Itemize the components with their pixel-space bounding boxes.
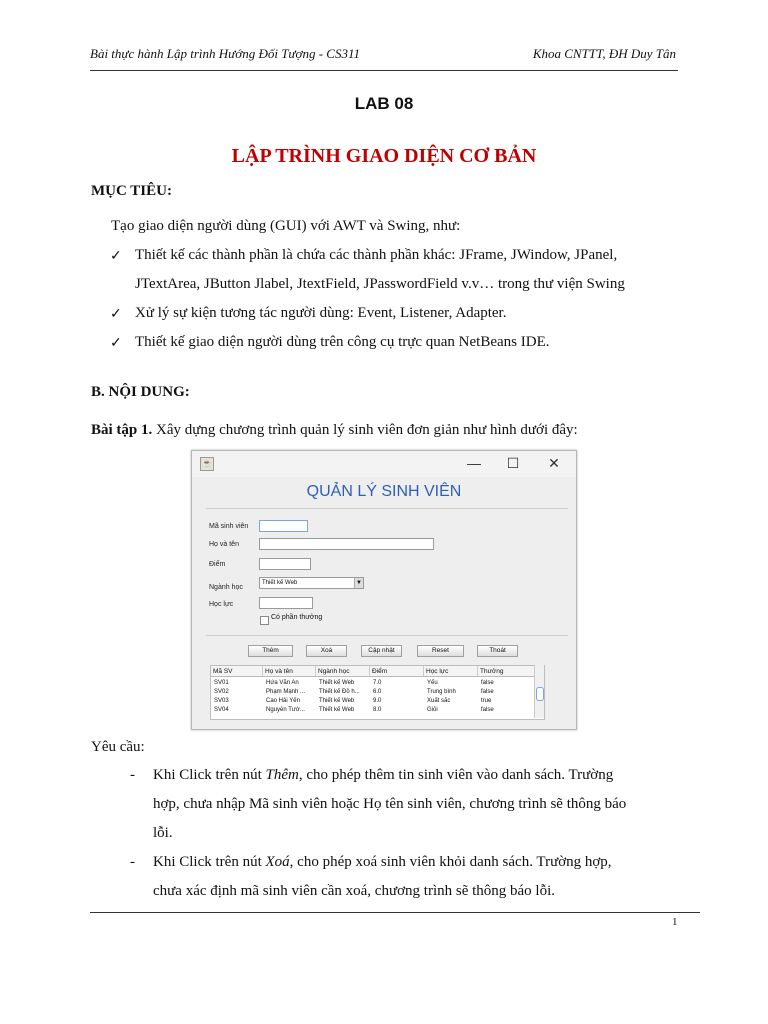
score-input[interactable] [259,558,311,570]
requirement-2-line-2: chưa xác định mã sinh viên cần xoá, chương trình sẽ thông báo lỗi. [153,883,556,899]
requirement-1-line-2: hợp, chưa nhập Mã sinh viên hoặc Họ tên sinh viên, chương trình sẽ thông báo [153,796,627,812]
cell: false [481,689,494,695]
cell: Thiết kế Web [319,707,355,713]
cell: SV04 [214,707,229,713]
requirement-2-line-1 [153,854,612,871]
requirement-1-line-3: lỗi. [153,825,173,841]
cell: Trung bình [427,689,456,695]
app-titlebar [192,451,576,477]
cell: Nguyễn Tườ... [266,707,305,713]
lab-number: LAB 08 [354,94,414,113]
award-checkbox[interactable] [260,616,269,625]
cell: 6.0 [373,689,382,695]
req-2-pre: Khi Click trên nút [153,854,266,870]
cell: Thiết kế Đồ h... [319,689,360,695]
req-2-post: , cho phép xoá sinh viên khỏi danh sách. Trường hợp, [289,854,612,870]
cell: false [481,680,494,686]
major-select[interactable] [259,577,364,589]
req-1-pre: Khi Click trên nút [153,767,266,783]
label-rank: Học lực [209,601,234,608]
cell: Hứa Văn An [266,680,299,686]
add-button[interactable]: Thêm [248,645,293,657]
col-header-rank[interactable]: Học lực [424,666,478,677]
objective-item-1: Thiết kế các thành phần là chứa các thành phần khác: JFrame, JWindow, JPanel, [135,247,618,263]
col-header-id[interactable]: Mã SV [211,666,263,677]
separator [206,508,568,509]
student-id-input[interactable] [259,520,308,532]
label-major: Ngành học [209,584,243,591]
label-score: Điểm [209,561,226,568]
cell: 9.0 [373,698,382,704]
cell: false [481,707,494,713]
header-left: Bài thực hành Lập trình Hướng Đối Tượng - CS311 [90,46,360,61]
objective-item-3: Thiết kế giao diện người dùng trên công cụ trực quan NetBeans IDE. [135,334,550,350]
label-full-name: Họ và tên [209,541,239,548]
rank-input[interactable] [259,597,313,609]
exercise-text: Xây dựng chương trình quản lý sinh viên đơn giản như hình dưới đây: [156,422,578,438]
cell: SV01 [214,680,229,686]
cell: 8.0 [373,707,382,713]
app-window [191,450,577,730]
cell: 7.0 [373,680,382,686]
separator [206,635,568,636]
full-name-input[interactable] [259,538,434,550]
bullet-dash: - [130,854,135,870]
chevron-down-icon[interactable]: ▼ [354,578,363,588]
cell: Thiết kế Web [319,680,355,686]
cell: Yếu [427,680,438,686]
page-title: LẬP TRÌNH GIAO DIỆN CƠ BẢN [231,145,537,167]
requirement-1-line-1 [153,767,613,784]
objectives-intro: Tạo giao diện người dùng (GUI) với AWT và Swing, như: [111,218,461,234]
objective-item-2: Xử lý sự kiện tương tác người dùng: Event, Listener, Adapter. [135,305,507,321]
cell: Phạm Mạnh ... [266,689,306,695]
footer-rule [90,912,700,913]
exercise-label: Bài tập 1. [91,422,153,438]
label-student-id: Mã sinh viên [209,523,249,530]
header-rule [90,70,678,71]
req-1-post: , cho phép thêm tin sinh viên vào danh sách. Trường [298,767,614,783]
minimize-icon[interactable]: — [467,455,481,471]
app-title: QUẢN LÝ SINH VIÊN [306,483,462,500]
cell: Thiết kế Web [319,698,355,704]
col-header-award[interactable]: Thưởng [478,666,535,677]
objective-item-1-cont: JTextArea, JButton Jlabel, JtextField, JPasswordField v.v… trong thư viện Swing [135,276,625,292]
page-number: 1 [672,916,678,928]
cell: SV03 [214,698,229,704]
col-header-name[interactable]: Họ và tên [263,666,316,677]
maximize-icon[interactable]: ☐ [506,455,520,471]
update-button[interactable]: Cập nhật [361,645,402,657]
bullet-dash: - [130,767,135,783]
close-icon[interactable]: ✕ [548,455,560,471]
exit-button[interactable]: Thoát [477,645,518,657]
check-icon: ✓ [110,336,122,351]
award-label: Có phần thưởng [271,614,323,621]
check-icon: ✓ [110,249,122,264]
cell: Xuất sắc [427,698,451,704]
check-icon: ✓ [110,307,122,322]
exercise-line [91,422,578,439]
requirements-heading: Yêu cầu: [91,739,145,755]
objectives-heading: MỤC TIÊU: [91,183,172,199]
student-table[interactable] [210,665,545,720]
table-scrollbar[interactable] [534,665,544,718]
delete-button[interactable]: Xoá [306,645,347,657]
reset-button[interactable]: Reset [417,645,464,657]
java-icon: ☕ [200,457,214,471]
major-selected-value: Thiết kế Web [262,580,298,586]
cell: true [481,698,492,704]
scrollbar-thumb[interactable] [536,687,544,701]
cell: Giỏi [427,707,438,713]
cell: Cao Hải Yến [266,698,300,704]
cell: SV02 [214,689,229,695]
req-1-em: Thêm [265,767,299,783]
col-header-score[interactable]: Điểm [370,666,424,677]
header-right: Khoa CNTTT, ĐH Duy Tân [532,46,676,61]
col-header-major[interactable]: Ngành học [316,666,370,677]
content-heading: B. NỘI DUNG: [91,384,190,400]
req-2-em: Xoá [265,854,290,870]
